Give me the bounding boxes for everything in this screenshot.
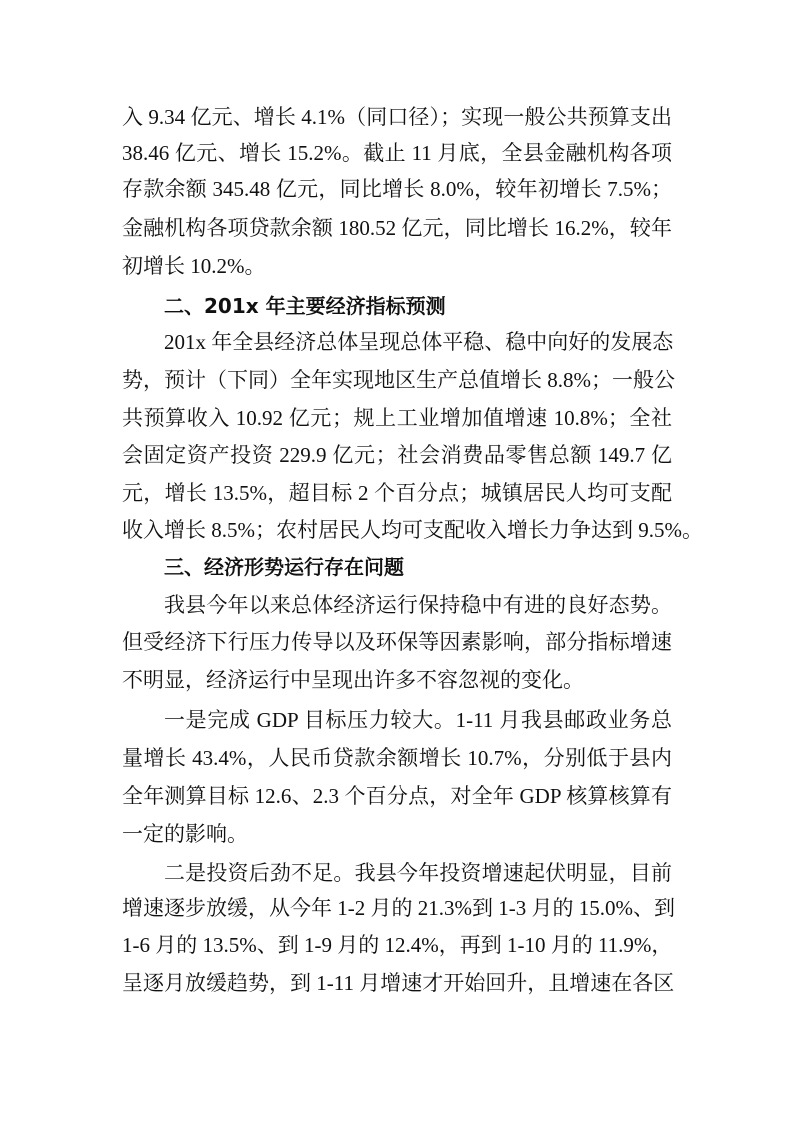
text-line: 一定的影响。 — [122, 822, 248, 846]
text-line: 势，预计（下同）全年实现地区生产总值增长 8.8%；一般公 — [122, 368, 675, 392]
text-line: 1-6 月的 13.5%、到 1-9 月的 12.4%，再到 1-10 月的 11.9%， — [122, 933, 673, 957]
text-line: 初增长 10.2%。 — [122, 254, 266, 278]
text-line: 会固定资产投资 229.9 亿元；社会消费品零售总额 149.7 亿 — [122, 443, 672, 467]
text-line: 但受经济下行压力传导以及环保等因素影响，部分指标增速 — [122, 630, 672, 654]
text-line: 金融机构各项贷款余额 180.52 亿元，同比增长 16.2%，较年 — [122, 216, 672, 240]
text-line: 共预算收入 10.92 亿元；规上工业增加值增速 10.8%；全社 — [122, 406, 672, 430]
text-line: 呈逐月放缓趋势，到 1-11 月增速才开始回升，且增速在各区 — [122, 971, 675, 995]
text-line: 38.46 亿元、增长 15.2%。截止 11 月底，全县金融机构各项 — [122, 141, 672, 165]
text-line: 二是投资后劲不足。我县今年投资增速起伏明显，目前 — [164, 861, 672, 885]
text-line: 不明显，经济运行中呈现出许多不容忽视的变化。 — [122, 668, 584, 692]
text-line: 入 9.34 亿元、增长 4.1%（同口径）；实现一般公共预算支出 — [122, 105, 672, 129]
text-line: 全年测算目标 12.6、2.3 个百分点，对全年 GDP 核算核算有 — [122, 784, 672, 808]
section-heading: 二、201x 年主要经济指标预测 — [164, 294, 446, 318]
text-line: 收入增长 8.5%；农村居民人均可支配收入增长力争达到 9.5%。 — [122, 518, 703, 542]
text-line: 量增长 43.4%，人民币贷款余额增长 10.7%，分别低于县内 — [122, 746, 672, 770]
text-line: 我县今年以来总体经济运行保持稳中有进的良好态势。 — [164, 593, 672, 617]
text-line: 增速逐步放缓，从今年 1-2 月的 21.3%到 1-3 月的 15.0%、到 — [122, 896, 675, 920]
text-line: 元，增长 13.5%，超目标 2 个百分点；城镇居民人均可支配 — [122, 481, 672, 505]
text-line: 存款余额 345.48 亿元，同比增长 8.0%，较年初增长 7.5%； — [122, 177, 672, 201]
text-line: 201x 年全县经济总体呈现总体平稳、稳中向好的发展态 — [164, 330, 674, 354]
section-heading: 三、经济形势运行存在问题 — [164, 555, 404, 579]
text-line: 一是完成 GDP 目标压力较大。1-11 月我县邮政业务总 — [164, 708, 672, 732]
